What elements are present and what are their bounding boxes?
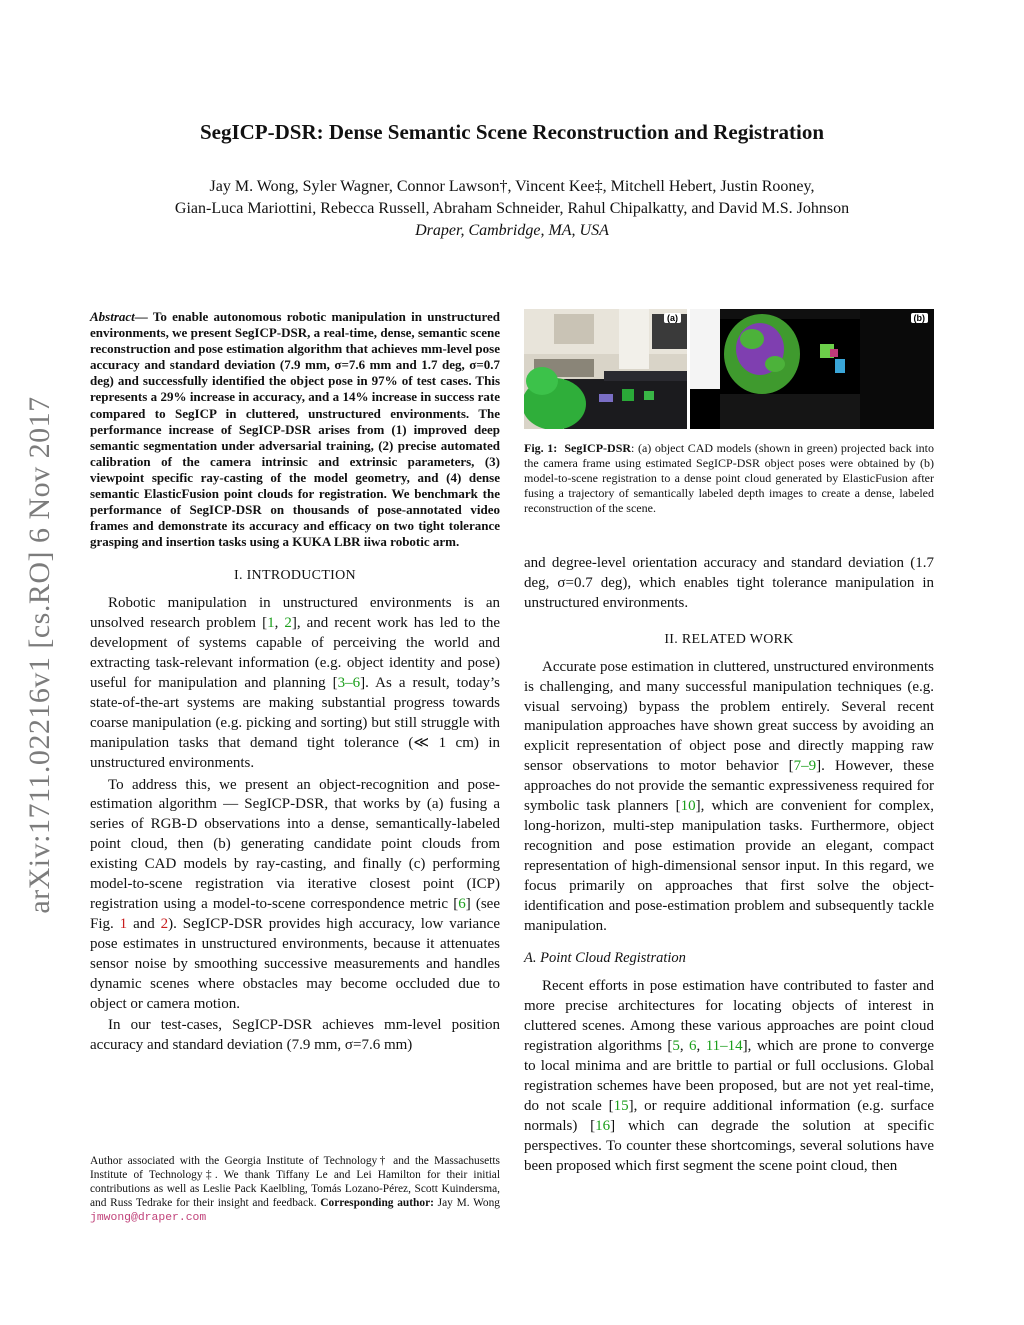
figure-1b-point-cloud (690, 309, 934, 429)
text-run: ], which are prone to converge to local minima and are brittle to partial or full occlusions. Global registration schemes have been proposed, but are not yet real-time, do not scale [ (524, 1038, 935, 1114)
text-run: and (127, 915, 161, 932)
author-email-link[interactable]: jmwong@draper.com (90, 1212, 207, 1224)
related-paragraph-1 (524, 658, 934, 937)
citation-link[interactable]: 10 (680, 798, 696, 815)
text-run: ], which are convenient for complex, long-horizon, multi-step manipulation tasks. Furthermore, object recognition and pose estimation provide an elegant, compact representation of high-dimensional sensor input. In this regard, we focus primarily on approaches that first solve the object-identification and pose-estimation problem and subsequently tackle manipulation. (524, 798, 934, 934)
authors-line-1: Jay M. Wong, Syler Wagner, Connor Lawson†, Vincent Kee‡, Mitchell Hebert, Justin Rooney, (209, 178, 815, 195)
caption-text: : (a) object CAD models (shown in green) projected back into the camera frame using estimated SegICP-DSR object poses were obtained by (b) model-to-scene registration to a dense point cloud generated by ElasticFusion after fusing a trajectory of semantically labeled depth images to create a dense, labeled reconstruction of the scene. (524, 441, 934, 515)
footnote-author-name: Jay M. Wong (433, 1197, 500, 1209)
scene-photo-illustration (524, 309, 687, 429)
text-run: , (696, 1038, 706, 1055)
affiliation: Draper, Cambridge, MA, USA (415, 222, 609, 239)
text-run: ] which can degrade the solution at specific perspectives. To counter these shortcomings, several solutions have been proposed which first segment the scene point cloud, then (524, 1117, 934, 1174)
text-run: To address this, we present an object-recognition and pose-estimation algorithm — SegICP-DSR, that works by (a) fusing a series of RGB-D observations into a dense, semantically-labeled point cloud, then (b) generating candidate point clouds from existing CAD models by ray-casting, and finally (c) performing model-to-scene registration via iterative closest point (ICP) registration using a model-to-scene correspondence metric [ (90, 776, 500, 912)
abstract-dash: — (134, 309, 153, 324)
citation-link[interactable]: 2 (284, 615, 292, 632)
subsection-heading-point-cloud-registration: A. Point Cloud Registration (524, 950, 686, 967)
figure-link[interactable]: 1 (119, 915, 128, 932)
text-run: Recent efforts in pose estimation have contributed to faster and more precise architectures for locating objects of interest in cluttered scenes. Among these various approaches are point cloud registration algorithms [ (524, 978, 934, 1055)
left-column (90, 309, 500, 1056)
authors-line-2: Gian-Luca Mariottini, Rebecca Russell, Abraham Schneider, Rahul Chipalkatty, and David M.S. Johnson (174, 200, 850, 217)
citation-link[interactable]: 16 (595, 1117, 611, 1134)
intro-paragraph-1 (90, 594, 500, 773)
citation-link[interactable]: 6 (689, 1038, 697, 1055)
caption-method-name: SegICP-DSR (564, 441, 632, 455)
author-block (90, 176, 934, 242)
section-heading-introduction: I. INTRODUCTION (234, 568, 356, 584)
right-column (524, 309, 934, 1176)
abstract-label: Abstract (90, 309, 135, 324)
arxiv-side-label (20, 355, 60, 955)
text-run: Robotic manipulation in unstructured environments is an unsolved research problem [ (90, 595, 500, 632)
text-run: ). SegICP-DSR provides high accuracy, low variance pose estimates in unstructured environments, because it attenuates sensor noise by smoothing successive measurements and handles dynamic scenes where obstacles may become occluded due to object or camera motion. (90, 915, 500, 1012)
text-run: , (679, 1038, 690, 1055)
intro-paragraph-3: In our test-cases, SegICP-DSR achieves mm-level position accuracy and standard deviation (7.9 mm, σ=7.6 mm) (90, 1017, 500, 1054)
citation-link[interactable]: 3–6 (337, 675, 361, 692)
text-run: Accurate pose estimation in cluttered, unstructured environments is challenging, and many successful manipulation techniques (e.g. visual servoing) bypass the problem entirely. Several recent manipulation approaches have shown great success by avoiding an explicit representation of object pose and directly mapping raw sensor observations to motor behavior [ (524, 658, 934, 775)
caption-label: Fig. 1: (524, 441, 558, 455)
figure-1 (524, 309, 934, 429)
figure-1a-label: (a) (664, 313, 681, 323)
citation-link[interactable]: 5 (672, 1038, 680, 1055)
citation-link[interactable]: 11–14 (705, 1038, 743, 1055)
abstract-text: To enable autonomous robotic manipulation in unstructured environments, we present SegICP-DSR, a real-time, dense, semantic scene reconstruction and pose estimation algorithm that achieves mm-level pose accuracy and standard deviation (7.9 mm, σ=7.6 mm and 1.7 deg, σ=0.7 deg) and successfully identified the object pose in 97% of test cases. This represents a 29% increase in accuracy, and a 14% increase in success rate compared to SegICP in cluttered, unstructured environments. The performance increase of SegICP-DSR arises from (1) improved deep semantic segmentation under adversarial training, (2) precise automated calibration of the camera intrinsic and extrinsic parameters, (3) viewpoint specific ray-casting of the model geometry, and (4) dense semantic ElasticFusion point clouds for registration. We benchmark the performance of SegICP-DSR on thousands of pose-annotated video frames and demonstrate its accuracy and efficacy on two tight tolerance grasping and insertion tasks using a KUKA LBR iiwa robotic arm. (90, 309, 501, 550)
intro-paragraph-2 (90, 776, 500, 1015)
citation-link[interactable]: 6 (458, 896, 466, 912)
text-run: ]. As a result, today’s state-of-the-art systems are making substantial progress towards coarse manipulation (e.g. picking and sorting) but still struggle with manipulation tasks that demand tight tolerance (≪ 1 cm) in unstructured environments. (90, 675, 500, 771)
figure-1b-label: (b) (911, 313, 929, 323)
section-heading-related-work: II. RELATED WORK (664, 631, 794, 647)
text-run: , (274, 615, 285, 632)
arxiv-identifier: arXiv:1711.02216v1 [cs.RO] 6 Nov 2017 (23, 396, 56, 914)
citation-link[interactable]: 7–9 (793, 758, 817, 775)
figure-1a-camera-image (524, 309, 687, 429)
footnote-text: Author associated with the Georgia Institute of Technology† and the Massachusetts Institute of Technology‡. We thank Tiffany Le and Lei Hamilton for their initial contributions as well as Leslie Pack Kaelbling, Tomás Lozano-Pérez, Scott Kuindersma, and Russ Tedrake for their insight and feedback. (90, 1155, 500, 1209)
right-continuation-paragraph: and degree-level orientation accuracy and standard deviation (1.7 deg, σ=0.7 deg), which enables tight tolerance manipulation in unstructured environments. (524, 555, 934, 611)
figure-1-caption (524, 441, 934, 516)
footnote-corresponding-label: Corresponding author: (320, 1197, 434, 1209)
text-run: ] (see Fig. (90, 896, 500, 932)
citation-link[interactable]: 15 (613, 1097, 629, 1114)
text-run: ]. However, these approaches do not provide the semantic expressiveness required for symbolic task planners [ (524, 758, 934, 815)
related-paragraph-2 (524, 977, 934, 1176)
point-cloud-illustration (690, 309, 934, 429)
text-run: ], and recent work has led to the development of systems capable of perceiving the world and extracting task-relevant information (e.g. object identity and pose) useful for manipulation and planning [ (90, 615, 500, 692)
paper-title: SegICP-DSR: Dense Semantic Scene Reconstruction and Registration (199, 120, 825, 144)
figure-link[interactable]: 2 (160, 915, 169, 932)
footnote (90, 1154, 500, 1225)
citation-link[interactable]: 1 (267, 615, 275, 632)
abstract (90, 309, 500, 550)
text-run: ], or require additional information (e.g. surface normals) [ (524, 1097, 934, 1134)
